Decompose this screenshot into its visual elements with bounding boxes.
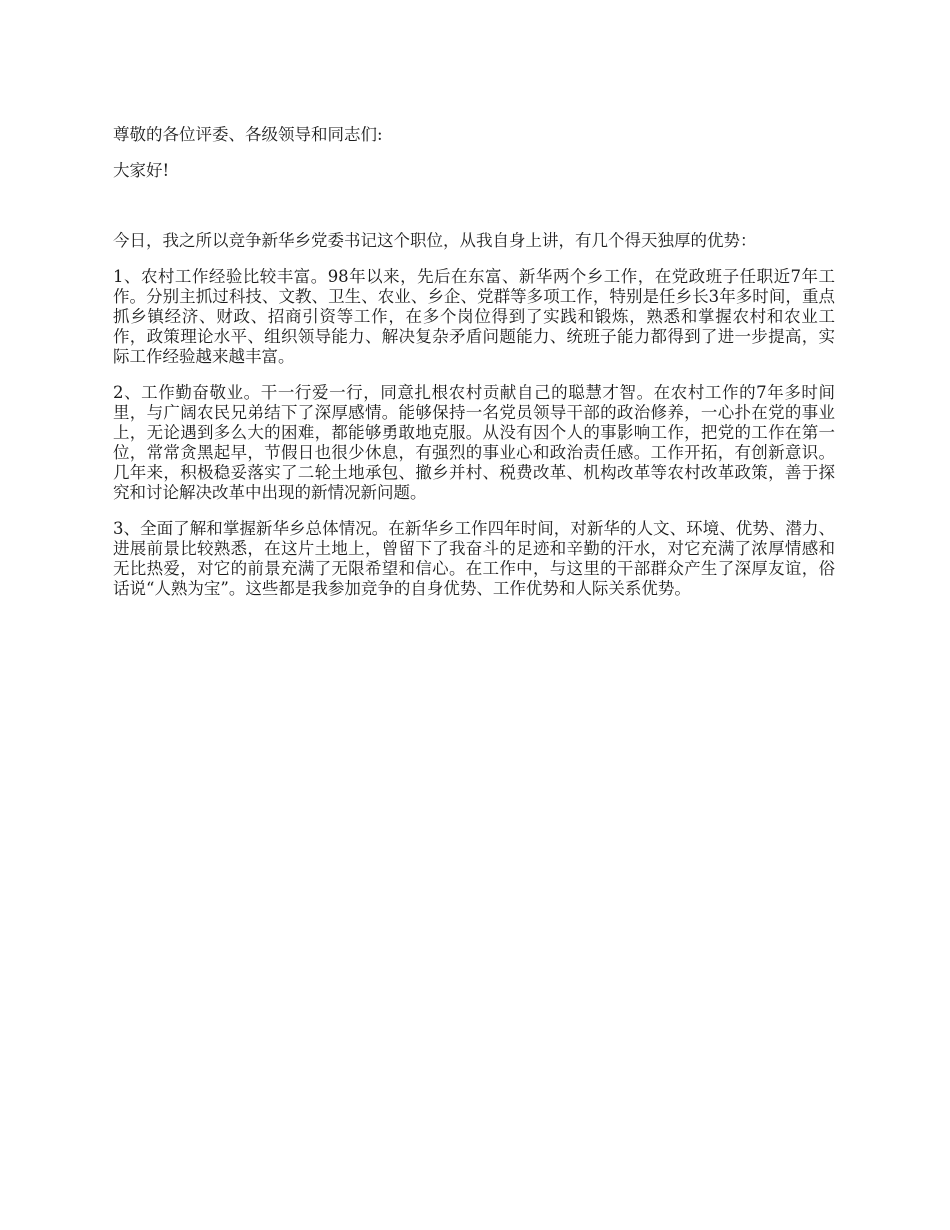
point-paragraph-3: 3、全面了解和掌握新华乡总体情况。在新华乡工作四年时间，对新华的人文、环境、优势、潜力、进展前景比较熟悉，在这片土地上，曾留下了我奋斗的足迹和辛勤的汗水，对它充满了浓厚情感和无比热爱，对它的前景充满了无限希望和信心。在工作中，与这里的干部群众产生了深厚友谊，俗话说“人熟为宝”。这些都是我参加竞争的自身优势、工作优势和人际关系优势。	[113, 519, 835, 598]
salutation-line: 尊敬的各位评委、各级领导和同志们:	[113, 125, 383, 144]
greeting-line: 大家好!	[113, 161, 170, 180]
document-body	[113, 125, 835, 615]
point-paragraph-2: 2、工作勤奋敬业。干一行爱一行，同意扎根农村贡献自己的聪慧才智。在农村工作的7年多时间里，与广阔农民兄弟结下了深厚感情。能够保持一名党员领导干部的政治修养，一心扑在党的事业上，无论遇到多么大的困难，都能够勇敢地克服。从没有因个人的事影响工作，把党的工作在第一位，常常贪黑起早，节假日也很少休息，有强烈的事业心和政治责任感。工作开拓，有创新意识。几年来，积极稳妥落实了二轮土地承包、撤乡并村、税费改革、机构改革等农村改革政策，善于探究和讨论解决改革中出现的新情况新问题。	[113, 383, 835, 502]
intro-paragraph: 今日，我之所以竞争新华乡党委书记这个职位，从我自身上讲，有几个得天独厚的优势：	[113, 231, 757, 250]
point-paragraph-1: 1、农村工作经验比较丰富。98年以来，先后在东富、新华两个乡工作，在党政班子任职近7年工作。分别主抓过科技、文教、卫生、农业、乡企、党群等多项工作，特别是任乡长3年多时间，重点抓乡镇经济、财政、招商引资等工作，在多个岗位得到了实践和锻炼，熟悉和掌握农村和农业工作，政策理论水平、组织领导能力、解决复杂矛盾问题能力、统班子能力都得到了进一步提高，实际工作经验越来越丰富。	[113, 267, 835, 366]
